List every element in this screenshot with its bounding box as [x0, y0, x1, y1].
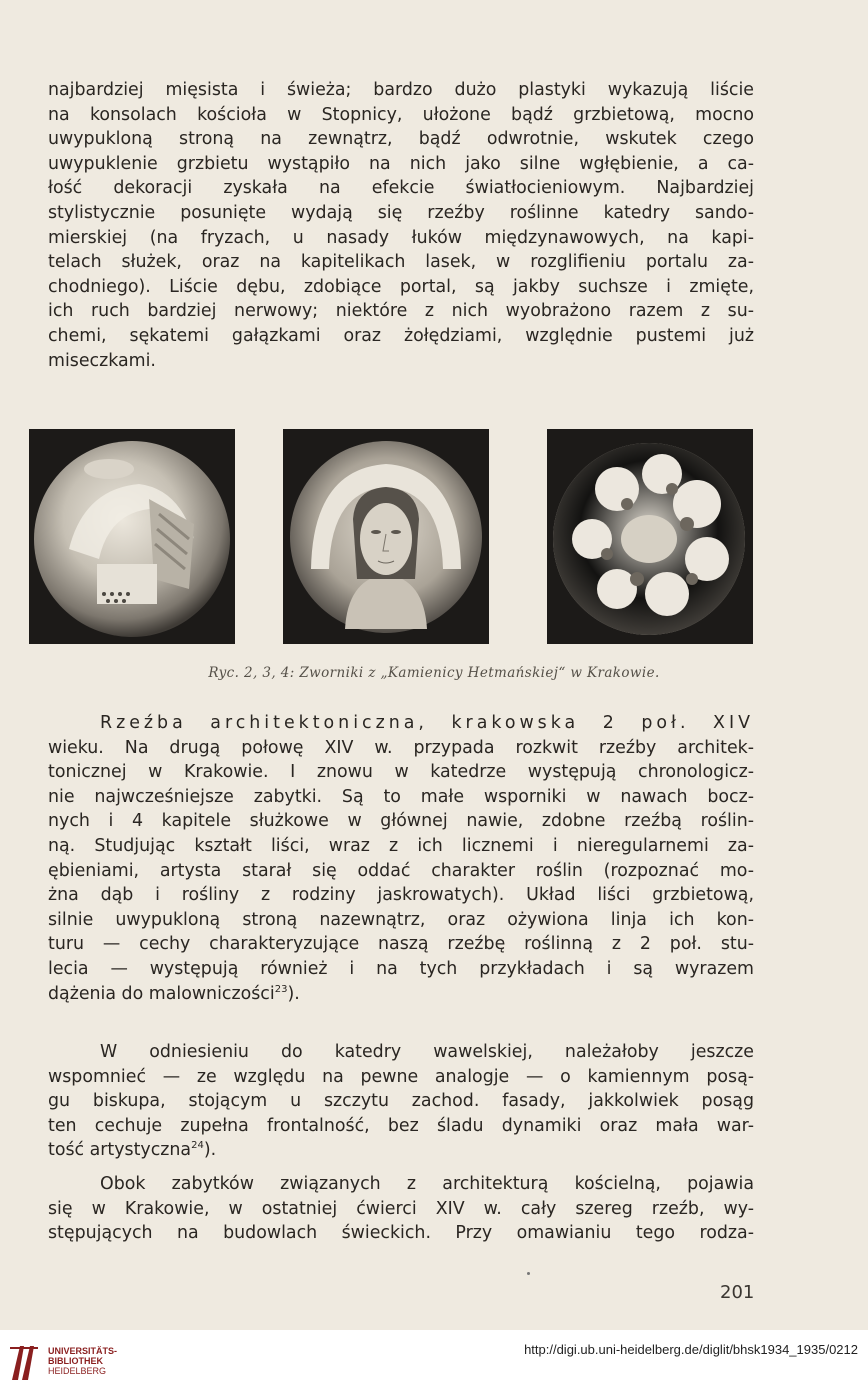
library-name-line: HEIDELBERG — [48, 1366, 107, 1376]
text-line: silnie uwypukloną stroną nazewnątrz, oraz ożywiona linja ich kon- — [48, 909, 754, 930]
text-line: lecia — występują również i na tych przykładach i są wyrazem — [48, 958, 754, 979]
paragraph-3 — [48, 1040, 754, 1163]
text-line: nych i 4 kapitele służkowe w głównej nawie, zdobne rzeźbą roślin- — [48, 811, 754, 832]
figure-keystone-eagle — [29, 429, 235, 644]
text-line: ten cechuje zupełna frontalność, bez śladu dynamiki oraz mała war- — [48, 1115, 754, 1136]
library-name-line: BIBLIOTHEK — [48, 1356, 103, 1366]
text-line: chemi, sękatemi gałązkami oraz żołędziami, względnie pustemi już — [48, 325, 754, 346]
text-line: stępujących na budowlach świeckich. Przy omawianiu tego rodza- — [48, 1223, 754, 1244]
text-line: uwypuklenie grzbietu wystąpiło na nich jako silne wgłębienie, a ca- — [48, 153, 754, 174]
text-line: wieku. Na drugą połowę XIV w. przypada rozkwit rzeźby architek- — [48, 737, 754, 758]
text-line: tość artystyczna$^{24}$). — [48, 1140, 217, 1161]
paragraph-4 — [48, 1172, 754, 1246]
printing-speck — [527, 1272, 530, 1275]
text-line: na konsolach kościoła w Stopnicy, ułożone bądź grzbietową, mocno — [48, 104, 754, 125]
figure-keystone-foliage-head — [547, 429, 753, 644]
text-line: się w Krakowie, w ostatniej ćwierci XIV w. cały szereg rzeźb, wy- — [48, 1198, 754, 1219]
text-line: miseczkami. — [48, 350, 156, 371]
text-line: uwypukloną stroną na zewnątrz, bądź odwrotnie, wskutek czego — [48, 129, 754, 150]
text-fragment: tość artystyczna — [48, 1140, 192, 1161]
footnote-ref-23: 23 — [274, 983, 288, 995]
library-name-line: UNIVERSITÄTS- — [48, 1346, 118, 1356]
text-line: W odniesieniu do katedry wawelskiej, należałoby jeszcze — [100, 1042, 754, 1062]
text-line: stylistycznie posunięte wydają się rzeźby roślinne katedry sando- — [48, 202, 754, 223]
figure-keystone-head — [283, 429, 489, 644]
text-line: telach służek, oraz na kapitelikach lasek, w rozglifieniu portalu za- — [48, 252, 754, 273]
foliage-head-relief-image — [547, 429, 753, 644]
text-line: turu — cechy charakteryzujące naszą rzeźbę roślinną z 2 poł. stu- — [48, 934, 754, 955]
page-number: 201 — [720, 1282, 755, 1303]
text-line: nie najwcześniejsze zabytki. Są to małe wsporniki w nawach bocz- — [48, 786, 754, 807]
text-line: łość dekoracji zyskała na efekcie światłocieniowym. Najbardziej — [48, 178, 754, 199]
university-library-logo-icon — [8, 1340, 42, 1384]
text-line: najbardziej mięsista i świeża; bardzo dużo plastyki wykazują liście — [48, 80, 754, 100]
text-line: Rzeźba architektoniczna, krakowska 2 poł. XIV — [100, 713, 754, 733]
figure-caption: Ryc. 2, 3, 4: Zworniki z „Kamienicy Hetmańskiej“ w Krakowie. — [208, 665, 660, 681]
eagle-relief-image — [29, 429, 235, 644]
source-url-link[interactable]: http://digi.ub.uni-heidelberg.de/diglit/bhsk1934_1935/0212 — [524, 1342, 858, 1357]
digitization-footer — [0, 1330, 868, 1393]
text-line: gu biskupa, stojącym u szczytu zachod. fasady, jakkolwiek posąg — [48, 1091, 754, 1112]
paragraph-2 — [48, 711, 754, 1006]
library-name — [48, 1346, 117, 1376]
text-line: ich ruch bardziej nerwowy; niektóre z nich wyobrażono razem z su- — [48, 301, 754, 322]
text-line: chodniego). Liście dębu, zdobiące portal, są jakby suchsze i zmięte, — [48, 276, 754, 297]
text-line: dążenia do malowniczości$^{23}$). — [48, 983, 300, 1004]
text-line: ną. Studjując kształt liści, wraz z ich licznemi i nieregularnemi za- — [48, 835, 754, 856]
text-line: żna dąb i rośliny z rodziny jaskrowatych). Układ liści grzbietową, — [48, 885, 754, 906]
paragraph-1 — [48, 78, 754, 373]
text-line: wspomnieć — ze względu na pewne analogje — o kamiennym posą- — [48, 1066, 754, 1087]
head-relief-image — [283, 429, 489, 644]
text-fragment: dążenia do malowniczości — [48, 983, 275, 1004]
text-line: Obok zabytków związanych z architekturą kościelną, pojawia — [100, 1174, 754, 1194]
footnote-ref-24: 24 — [191, 1140, 204, 1152]
text-line: mierskiej (na fryzach, u nasady łuków międzynawowych, na kapi- — [48, 227, 754, 248]
text-line: ębieniami, artysta starał się oddać charakter roślin (rozpoznać mo- — [48, 860, 754, 881]
text-line: tonicznej w Krakowie. I znowu w katedrze występują chronologicz- — [48, 762, 754, 783]
